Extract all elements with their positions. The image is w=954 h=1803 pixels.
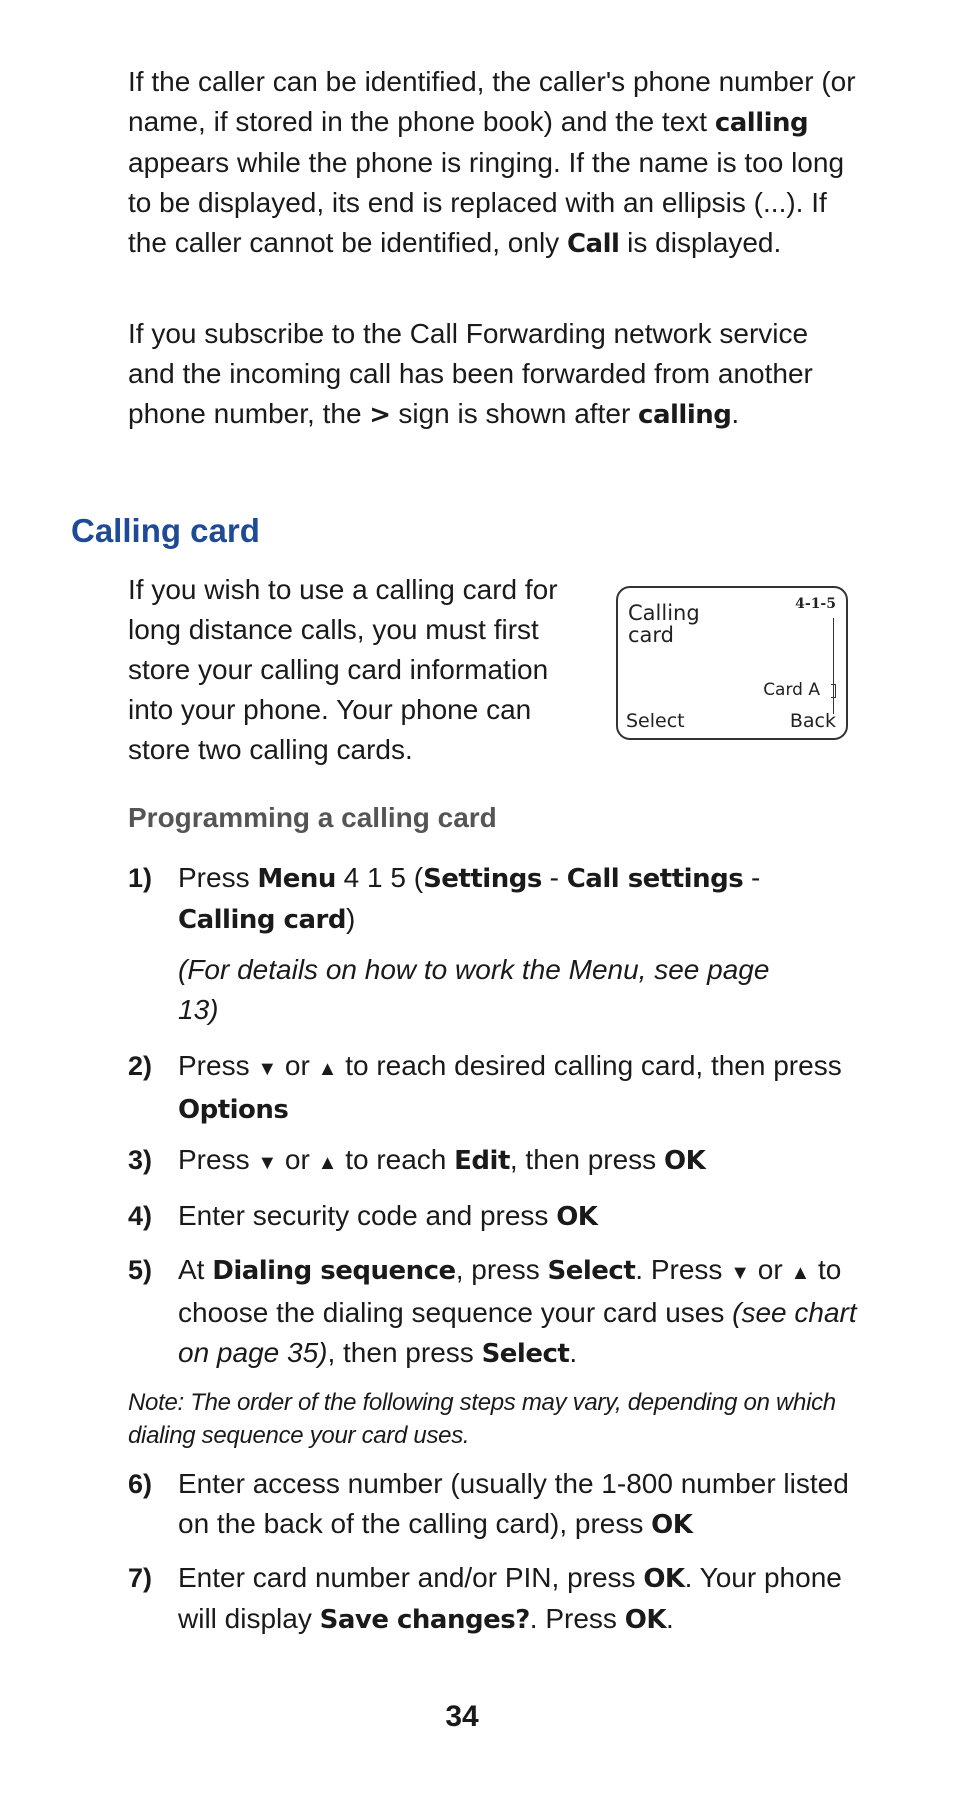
text: is displayed.: [619, 227, 782, 258]
calling-card-intro: If you wish to use a calling card for long distance calls, you must first store your calling card information into your phone. Your phone can store two calling cards.: [128, 574, 558, 765]
step-number: 6): [128, 1469, 153, 1499]
step-text: Enter access number (usually the 1-800 number listed on the back of the calling card), press OK: [178, 1468, 849, 1540]
keyword-edit: Edit: [454, 1146, 510, 1176]
step-1-detail: (For details on how to work the Menu, see page 13): [178, 954, 770, 1025]
screen-item: Card A: [763, 680, 820, 700]
keyword-call-settings: Call settings: [566, 864, 744, 894]
step-text: Press ▼ or ▲ to reach Edit, then press OK: [178, 1144, 706, 1176]
keyword-calling: calling: [714, 108, 809, 138]
text: If you subscribe to the Call Forwarding network service and the incoming call has been forwarded from another phone number, the: [128, 318, 813, 429]
text: .: [731, 398, 740, 429]
page-reference: (see chart on page 35): [178, 1297, 857, 1368]
step-number: 7): [128, 1563, 153, 1593]
scroll-down-icon: ▼: [257, 1152, 278, 1174]
text: If the caller can be identified, the caller's phone number (or name, if stored in the phone book) and the text: [128, 66, 856, 137]
step-number: 1): [128, 863, 153, 893]
phone-screen-illustration: [616, 586, 848, 740]
scroll-down-icon: ▼: [730, 1262, 750, 1284]
keyword-ok: OK: [651, 1510, 693, 1540]
scroll-bar: [833, 618, 834, 714]
keyword-calling: calling: [638, 400, 732, 430]
step-number: 5): [128, 1255, 153, 1285]
call-forwarding-paragraph: [128, 314, 856, 435]
keyword-settings: Settings: [423, 864, 542, 894]
scroll-down-icon: ▼: [257, 1058, 278, 1080]
keyword-menu: Menu: [257, 864, 336, 894]
scroll-up-icon: ▲: [317, 1058, 338, 1080]
caller-id-paragraph: [128, 62, 856, 264]
keyword-select: Select: [547, 1256, 636, 1286]
keyword-ok: OK: [643, 1564, 685, 1594]
step-text: Press ▼ or ▲ to reach desired calling card, then press Options: [178, 1050, 842, 1125]
subsection-heading: Programming a calling card: [128, 802, 497, 833]
keyword-calling-card: Calling card: [178, 905, 346, 935]
text: sign is shown after: [390, 398, 639, 429]
forward-sign: >: [369, 400, 391, 430]
keyword-options: Options: [178, 1095, 289, 1125]
menu-code: 4-1-5: [795, 596, 836, 612]
step-number: 4): [128, 1201, 153, 1231]
keyword-select: Select: [481, 1339, 570, 1369]
right-softkey-label: Back: [789, 710, 836, 732]
step-text: At Dialing sequence, press Select. Press ▼ or ▲ to choose the dialing sequence your card uses (see chart on page 35), then press Select.: [178, 1254, 857, 1369]
keyword-dialing-sequence: Dialing sequence: [212, 1256, 456, 1286]
step-number: 2): [128, 1051, 153, 1081]
keyword-ok: OK: [663, 1146, 706, 1176]
step-text: Enter security code and press OK: [178, 1200, 598, 1232]
scroll-indicator-icon: [831, 684, 836, 698]
section-heading: Calling card: [71, 512, 260, 549]
step-text: Press Menu 4 1 5 (Settings - Call settings - Calling card): [178, 862, 761, 935]
step-number: 3): [128, 1145, 153, 1175]
order-note: Note: The order of the following steps may vary, depending on which dialing sequence your card uses.: [128, 1389, 836, 1449]
screen-title: Calling card: [628, 601, 700, 647]
keyword-ok: OK: [624, 1605, 666, 1635]
scroll-up-icon: ▲: [790, 1262, 811, 1284]
left-softkey-label: Select: [626, 710, 685, 732]
keyword-ok: OK: [556, 1202, 598, 1232]
keyword-save-changes: Save changes?: [319, 1605, 530, 1635]
keyword-call: Call: [566, 229, 620, 259]
page-number: 34: [445, 1700, 479, 1733]
scroll-up-icon: ▲: [317, 1152, 338, 1174]
text: appears while the phone is ringing. If the name is too long to be displayed, its end is replaced with an ellipsis (...). If the caller cannot be identified, only: [128, 147, 845, 258]
step-text: Enter card number and/or PIN, press OK. Your phone will display Save changes?. Press OK.: [178, 1562, 842, 1635]
